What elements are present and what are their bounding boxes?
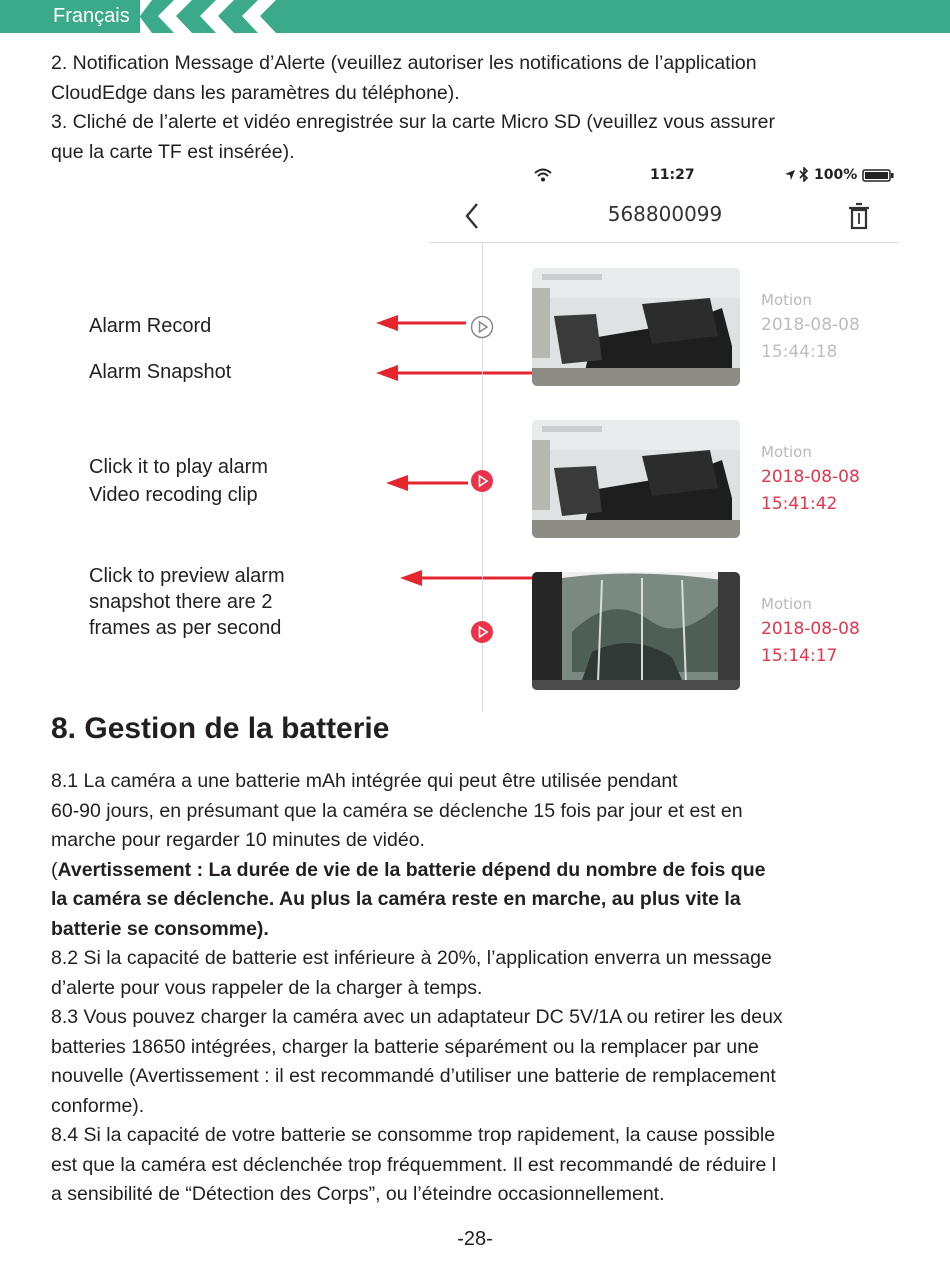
paragraph-line: marche pour regarder 10 minutes de vidéo.: [51, 829, 425, 851]
warning-text: Avertissement : La durée de vie de la batterie dépend du nombre de fois que: [57, 858, 766, 881]
paragraph-line: 8.4 Si la capacité de votre batterie se consomme trop rapidement, la cause possible: [51, 1124, 776, 1146]
intro-line: CloudEdge dans les paramètres du téléphone).: [51, 81, 460, 104]
annotation-preview-line: frames as per second: [89, 617, 282, 639]
paragraph-line: nouvelle (Avertissement : il est recommandé d’utiliser une batterie de remplacement: [51, 1065, 776, 1087]
paragraph-line: conforme).: [51, 1094, 145, 1117]
play-record-icon[interactable]: [470, 315, 494, 339]
annotation-play-line: Video recoding clip: [89, 484, 258, 506]
device-id-title: 568800099: [607, 202, 723, 226]
battery-icon: [862, 169, 894, 182]
section-title: 8. Gestion de la batterie: [51, 712, 390, 745]
entry-type: Motion: [761, 291, 812, 309]
annotation-preview-line: snapshot there are 2: [89, 591, 273, 613]
entry-date: 2018-08-08: [761, 467, 860, 487]
entry-date: 2018-08-08: [761, 619, 860, 639]
play-video-icon[interactable]: [470, 469, 494, 493]
paragraph-line: est que la caméra est déclenchée trop fréquemment. Il est recommandé de réduire l: [51, 1153, 777, 1176]
entry-type: Motion: [761, 595, 812, 613]
play-video-icon[interactable]: [470, 620, 494, 644]
paragraph-line: 8.3 Vous pouvez charger la caméra avec un adaptateur DC 5V/1A ou retirer les deux: [51, 1006, 783, 1028]
intro-line: 2. Notification Message d’Alerte (veuillez autoriser les notifications de l’application: [51, 52, 757, 74]
paragraph-line: d’alerte pour vous rappeler de la charger à temps.: [51, 976, 483, 999]
entry-time: 15:44:18: [761, 342, 838, 362]
page-number: -28-: [457, 1228, 493, 1250]
entry-type: Motion: [761, 443, 812, 461]
paragraph-line: batteries 18650 intégrées, charger la batterie séparément ou la remplacer par une: [51, 1035, 759, 1058]
paragraph-line: 60-90 jours, en présumant que la caméra se déclenche 15 fois par jour et est en: [51, 799, 743, 822]
paragraph-line: 8.2 Si la capacité de batterie est inférieure à 20%, l’application enverra un message: [51, 947, 772, 969]
paragraph-line: a sensibilité de “Détection des Corps”, ou l’éteindre occasionnellement.: [51, 1183, 665, 1205]
warning-line: batterie se consomme).: [51, 917, 269, 940]
wifi-icon: [534, 168, 552, 182]
intro-line: 3. Cliché de l’alerte et vidéo enregistrée sur la carte Micro SD (veuillez vous assurer: [51, 111, 775, 133]
status-time: 11:27: [650, 167, 695, 183]
warning-line: la caméra se déclenche. Au plus la caméra reste en marche, au plus vite la: [51, 888, 741, 910]
header-divider: [430, 242, 898, 243]
status-battery-percent: 100%: [814, 167, 858, 183]
phone-screenshot: [430, 162, 900, 722]
annotation-preview-line: Click to preview alarm: [89, 565, 285, 587]
warning-paren: (: [51, 858, 58, 881]
intro-line: que la carte TF est insérée).: [51, 140, 295, 163]
language-tab: [0, 0, 160, 33]
bluetooth-icon: [799, 167, 809, 182]
annotation-alarm-record: Alarm Record: [89, 315, 212, 337]
entry-time: 15:14:17: [761, 646, 838, 666]
entry-date: 2018-08-08: [761, 315, 860, 335]
warning-line: [51, 856, 901, 886]
paragraph-line: 8.1 La caméra a une batterie mAh intégrée qui peut être utilisée pendant: [51, 770, 678, 792]
location-icon: [784, 169, 796, 181]
chevron-decoration-icon: [140, 0, 300, 33]
snapshot-thumbnail[interactable]: [532, 268, 740, 386]
trash-icon[interactable]: [848, 202, 870, 230]
language-label: Français: [53, 5, 130, 27]
snapshot-thumbnail[interactable]: [532, 572, 740, 690]
entry-time: 15:41:42: [761, 494, 838, 514]
annotation-play-line: Click it to play alarm: [89, 456, 268, 478]
annotation-alarm-snapshot: Alarm Snapshot: [89, 361, 232, 383]
snapshot-thumbnail[interactable]: [532, 420, 740, 538]
